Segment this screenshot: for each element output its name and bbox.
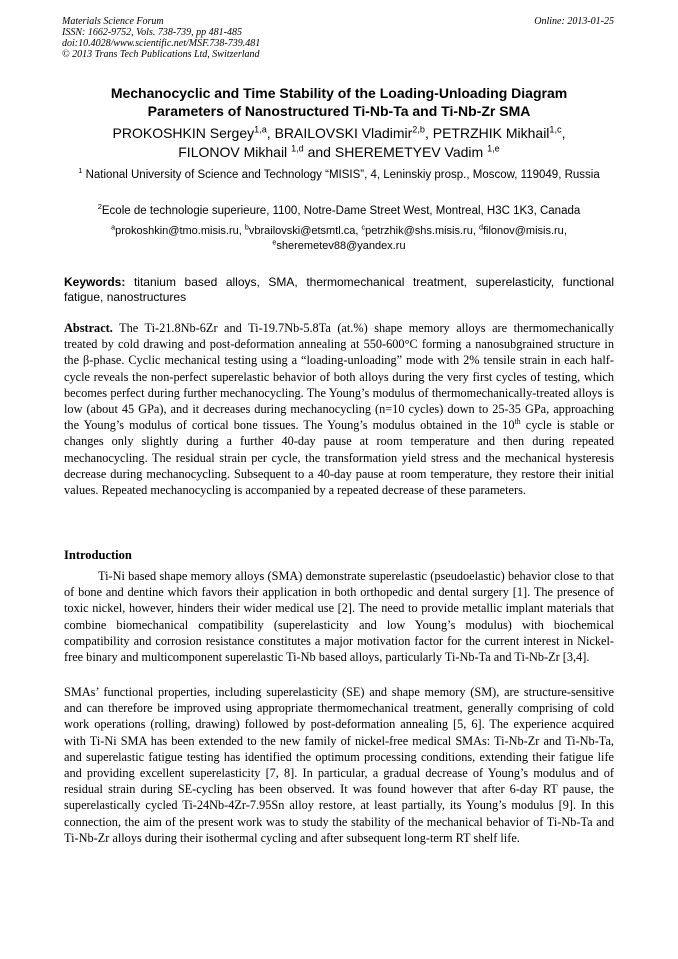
online-date: Online: 2013-01-25 [534, 16, 614, 27]
author-name: PROKOSHKIN Sergey [112, 125, 255, 141]
journal-doi: doi:10.4028/www.scientific.net/MSF.738-739.481 [62, 38, 261, 49]
affiliation-text: National University of Science and Technology “MISIS”, 4, Leninskiy prosp., Moscow, 119049, Russia [85, 169, 600, 181]
keywords-label: Keywords: [64, 275, 126, 289]
author-affil-sup: 1,d [291, 143, 304, 154]
introduction-paragraph-1: Ti-Ni based shape memory alloys (SMA) demonstrate superelastic (pseudoelastic) behavior close to that of bone and dentine which favors their application in both orthopedic and dental surgery [1]. The presence of toxic nickel, however, hinders their wider medical use [2]. The need to provide metallic implant materials that combine biomechanical compatibility (superelasticity and low Young’s modulus) with biochemical compatibility and corrosion resistance constitutes a major motivation factor for the current interest in Nickel-free binary and multicomponent superelastic Ti-Nb based alloys, particularly Ti-Nb-Ta and Ti-Nb-Zr [3,4]. [64, 569, 614, 665]
journal-issn: ISSN: 1662-9752, Vols. 738-739, pp 481-485 [62, 27, 242, 38]
author-name: PETRZHIK Mikhail [432, 125, 550, 141]
author-affil-sup: 1,e [487, 143, 500, 154]
journal-name: Materials Science Forum [62, 16, 164, 27]
author-name: BRAILOVSKI Vladimir [274, 125, 413, 141]
author-affil-sup: 2,b [412, 124, 425, 135]
abstract-sup: th [514, 417, 521, 427]
affiliation-2 [64, 204, 614, 219]
email-c[interactable]: petrzhik@shs.misis.ru [365, 225, 473, 237]
title-line-1: Mechanocyclic and Time Stability of the Loading-Unloading Diagram [110, 85, 568, 101]
abstract-text-cont: cycle is stable or changes only slightly during a further 40-day pause at room temperature and then during repeated mechanocycling. The residual strain per cycle, the transformation yield stress and the mechanical hysteresis decrease during mechanocycling. Subsequent to a 40-day pause at room temperature, they restore their initial values. Repeated mechanocycling is accompanied by a repeated decrease of these parameters. [64, 418, 614, 498]
email-b[interactable]: vbrailovski@etsmtl.ca [248, 225, 356, 237]
author-name: FILONOV Mikhail [178, 144, 292, 160]
email-d[interactable]: filonov@misis.ru [482, 225, 564, 237]
paper-title [64, 84, 614, 120]
introduction-heading: Introduction [64, 548, 132, 562]
author-name: SHEREMETYEV Vadim [334, 144, 488, 160]
author-affil-sup: 1,c [549, 124, 562, 135]
email-a[interactable]: prokoshkin@tmo.misis.ru [115, 225, 239, 237]
author-affil-sup: 1,a [254, 124, 267, 135]
affiliation-sup: 2 [97, 202, 102, 212]
author-emails: $^a$prokoshkin@tmo.misis.ru, $^b$vbrailovski@etsmtl.ca, $^c$petrzhik@shs.misis.ru, $^d$filonov@misis.ru, $^e$sheremetev88@yandex.ru [111, 223, 567, 252]
abstract [64, 320, 614, 498]
email-e[interactable]: sheremetev88@yandex.ru [276, 240, 406, 252]
affiliation-sup: 1 [78, 166, 83, 176]
journal-info [62, 16, 260, 60]
journal-copyright: © 2013 Trans Tech Publications Ltd, Switzerland [62, 49, 260, 60]
abstract-label: Abstract. [64, 321, 113, 335]
title-line-2: Parameters of Nanostructured Ti-Nb-Ta and Ti-Nb-Zr SMA [147, 103, 531, 119]
abstract-text: The Ti-21.8Nb-6Zr and Ti-19.7Nb-5.8Ta (at.%) shape memory alloys are thermomechanically treated by cold drawing and post-deformation annealing at 550-600°C forming a nanosubgrained structure in the β-phase. Cyclic mechanical testing using a “loading-unloading” mode with 2% tensile strain in each half-cycle reveals the non-perfect superelastic behavior of both alloys during the very first cycles of testing, which becomes perfect during further mechanocycling. The Young’s modulus of thermomechanically-treated alloys is low (about 45 GPa), and it decreases during mechanocycling (n=10 cycles) down to 25-35 GPa, approaching the Young’s modulus of cortical bone tissues. The Young’s modulus obtained in the 10 [64, 321, 614, 433]
keywords [64, 275, 614, 305]
affiliation-1 [64, 168, 614, 183]
introduction-paragraph-2: SMAs’ functional properties, including superelasticity (SE) and shape memory (SM), are structure-sensitive and can therefore be improved using appropriate thermomechanical treatment, generally comprising of cold work operations (rolling, drawing) followed by post-deformation annealing [5, 6]. The experience acquired with Ti-Ni SMA has been extended to the new family of nickel-free medical SMAs: Ti-Nb-Zr and Ti-Nb-Ta, and superelastic fatigue testing has identified the optimum processing conditions, extending their fatigue life and providing excellent superelasticity [7, 8]. In particular, a gradual decrease of Young’s modulus and of residual strain during SE-cycling has been observed. It was found however that after 6-day RT pause, the superelastically cycled Ti-24Nb-4Zr-7.95Sn alloy restore, at least partially, its Young’s modulus [9]. In this connection, the aim of the present work was to study the stability of the mechanical behavior of Ti-Nb-Ta and Ti-Nb-Zr alloys during their isothermal cycling and after subsequent long-term RT shelf life. [64, 685, 614, 845]
affiliation-text: Ecole de technologie superieure, 1100, Notre-Dame Street West, Montreal, H3C 1K3, Canada [101, 205, 581, 217]
author-list: PROKOSHKIN Sergey$^{1,a}$, BRAILOVSKI Vladimir$^{2,b}$, PETRZHIK Mikhail$^{1,c}$, FILONOV Mikhail $^{1,d}$ and SHEREMETYEV Vadim $^{1,e}$ [112, 124, 566, 160]
keywords-text: titanium based alloys, SMA, thermomechanical treatment, superelasticity, functional fatigue, nanostructures [64, 275, 614, 304]
